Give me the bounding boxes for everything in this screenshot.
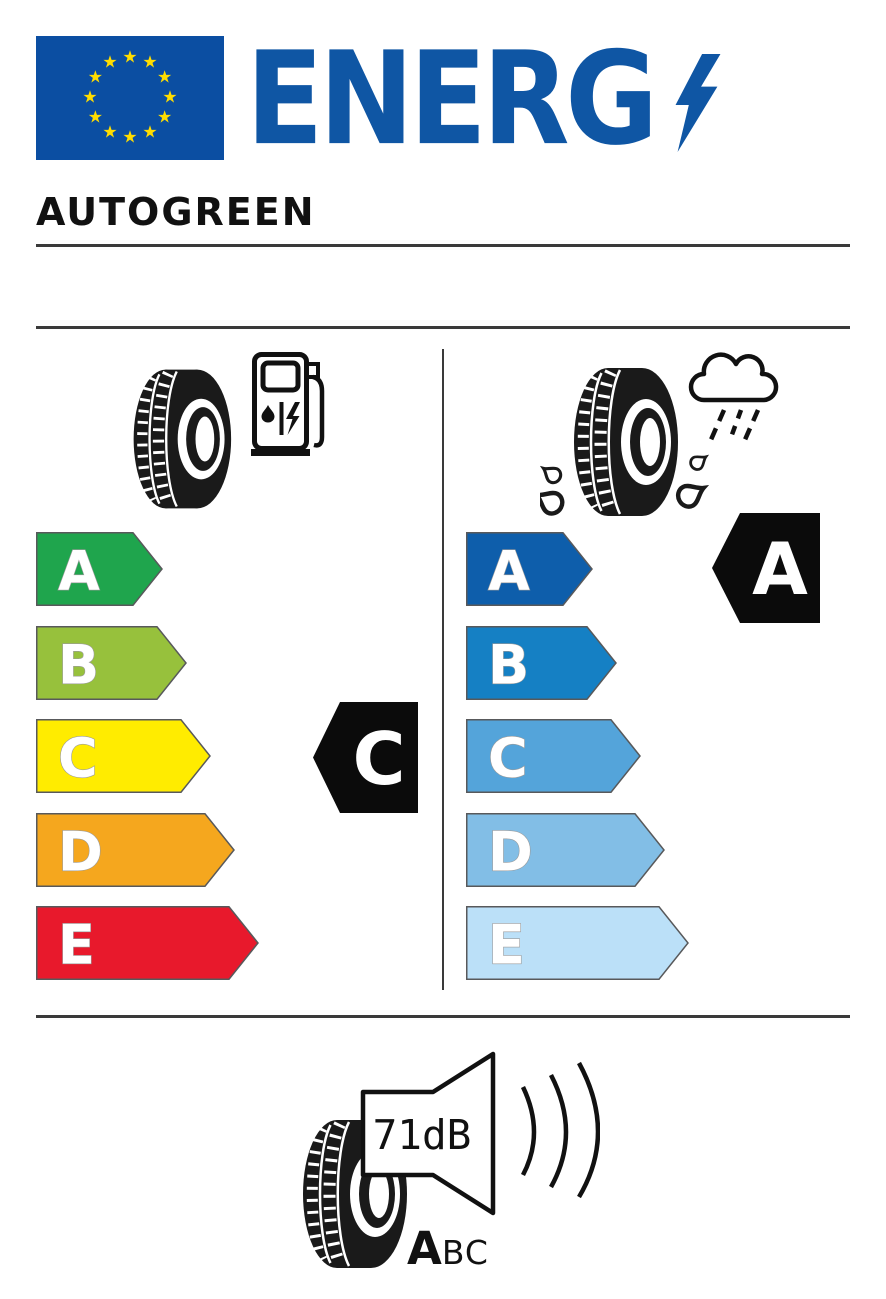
divider-line-bottom bbox=[36, 1015, 850, 1018]
wet-grip-grade-letter: D bbox=[488, 820, 533, 883]
fuel-efficiency-grade-letter: E bbox=[58, 913, 95, 977]
fuel-efficiency-arrow-E bbox=[36, 906, 259, 980]
divider-line-mid bbox=[36, 326, 850, 329]
vertical-divider bbox=[442, 349, 444, 990]
fuel-efficiency-arrow-B bbox=[36, 626, 187, 700]
noise-level-value: 71dB bbox=[372, 1111, 472, 1159]
eu-star-icon: ★ bbox=[142, 52, 158, 73]
energ-logo bbox=[246, 23, 725, 174]
wet-grip-arrow-E bbox=[466, 906, 689, 980]
wet-grip-arrow-A bbox=[466, 532, 593, 606]
wet-grip-selected-arrow bbox=[712, 513, 820, 623]
eu-star-icon: ★ bbox=[157, 67, 173, 88]
fuel-pump-icon bbox=[251, 351, 325, 469]
eu-star-icon: ★ bbox=[157, 107, 173, 128]
eu-flag bbox=[36, 36, 224, 160]
noise-class-others: BC bbox=[441, 1233, 489, 1272]
eu-star-icon: ★ bbox=[102, 122, 118, 143]
wet-grip-grade-letter: E bbox=[488, 913, 525, 977]
eu-star-icon: ★ bbox=[87, 107, 103, 128]
wet-grip-grade-letter: C bbox=[488, 726, 528, 790]
fuel-efficiency-selected-arrow bbox=[313, 702, 418, 813]
energ-logo-text: ENERG bbox=[246, 23, 654, 174]
tire-icon bbox=[128, 366, 233, 512]
noise-class-rated: A bbox=[407, 1222, 442, 1275]
fuel-efficiency-arrow-A bbox=[36, 532, 163, 606]
loudspeaker-icon bbox=[355, 1045, 600, 1220]
fuel-efficiency-grade-letter: A bbox=[58, 539, 100, 603]
wet-grip-arrow-D bbox=[466, 813, 665, 887]
lightning-bolt-icon bbox=[671, 54, 725, 152]
wet-grip-scale bbox=[466, 532, 726, 983]
eu-star-icon: ★ bbox=[82, 87, 98, 108]
eu-star-icon: ★ bbox=[162, 87, 178, 108]
brand-name: AUTOGREEN bbox=[36, 190, 316, 234]
wet-grip-arrow-C bbox=[466, 719, 641, 793]
eu-star-icon: ★ bbox=[142, 122, 158, 143]
rain-cloud-icon bbox=[684, 350, 784, 468]
fuel-efficiency-grade-letter: D bbox=[58, 820, 103, 883]
noise-class bbox=[407, 1222, 489, 1275]
wet-grip-arrow-B bbox=[466, 626, 617, 700]
eu-star-icon: ★ bbox=[122, 47, 138, 68]
sound-waves-icon bbox=[523, 1063, 598, 1197]
wet-grip-selected-grade: A bbox=[752, 527, 808, 611]
fuel-efficiency-arrow-C bbox=[36, 719, 211, 793]
fuel-efficiency-grade-letter: C bbox=[58, 726, 98, 790]
wet-grip-grade-letter: A bbox=[488, 539, 530, 603]
eu-star-icon: ★ bbox=[122, 127, 138, 148]
eu-star-icon: ★ bbox=[87, 67, 103, 88]
fuel-efficiency-grade-letter: B bbox=[58, 633, 100, 696]
wet-grip-grade-letter: B bbox=[488, 633, 530, 696]
divider-line-top bbox=[36, 244, 850, 247]
eu-star-icon: ★ bbox=[102, 52, 118, 73]
fuel-efficiency-selected-grade: C bbox=[352, 717, 406, 801]
fuel-efficiency-arrow-D bbox=[36, 813, 235, 887]
fuel-efficiency-scale bbox=[36, 532, 296, 983]
